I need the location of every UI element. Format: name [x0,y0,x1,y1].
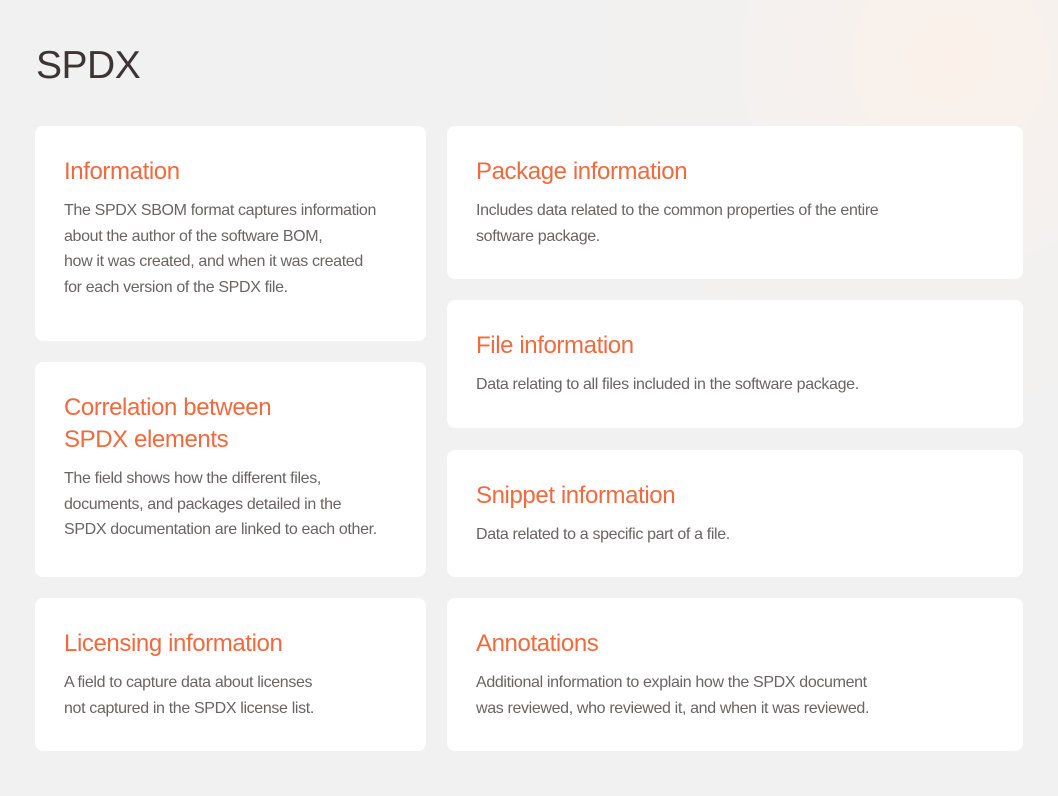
card-correlation [35,362,426,577]
card-text: The SPDX SBOM format captures information about the author of the software BOM, how it was created, and when it was created for each version of the SPDX file. [64,202,376,296]
page-title: SPDX [36,44,141,87]
card-title: File information [476,332,634,359]
card-file [447,300,1023,428]
card-annotations [447,598,1023,751]
card-title: Snippet information [476,482,676,509]
card-title: Information [64,158,180,185]
card-title: Package information [476,158,688,185]
card-text: The field shows how the different files, documents, and packages detailed in the SPDX documentation are linked to each other. [64,470,377,538]
card-information [35,126,426,341]
card-title: Annotations [476,630,599,657]
card-text: Includes data related to the common properties of the entire software package. [476,202,879,245]
card-text: Additional information to explain how the SPDX document was reviewed, who reviewed it, and when it was reviewed. [476,674,870,717]
card-package [447,126,1023,279]
card-licensing [35,598,426,751]
card-snippet [447,450,1023,577]
card-text: A field to capture data about licenses not captured in the SPDX license list. [64,674,314,717]
card-text: Data related to a specific part of a file. [476,526,730,543]
card-text: Data relating to all files included in the software package. [476,376,859,393]
card-title: Correlation between SPDX elements [64,394,272,453]
card-title: Licensing information [64,630,283,657]
